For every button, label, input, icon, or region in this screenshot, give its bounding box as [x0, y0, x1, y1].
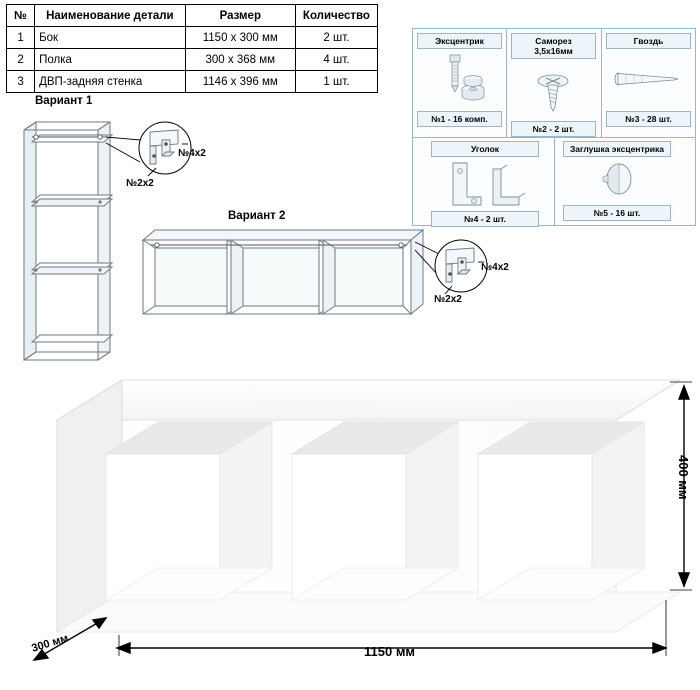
hardware-panel [412, 28, 696, 226]
dimension-width-label: 1150 мм [364, 644, 416, 659]
cell-name: Полка [35, 49, 186, 71]
table-header-number: № [7, 5, 35, 27]
variant1-title: Вариант 1 [35, 95, 93, 107]
variant1-callout-bracket: №4х2 [178, 148, 206, 159]
cell-number: 3 [7, 71, 35, 93]
panel-divider [506, 29, 507, 137]
table-row [7, 71, 378, 93]
cell-quantity: 2 шт. [295, 27, 377, 49]
variant1-callout-screw: №2х2 [126, 178, 154, 189]
cam-lock-icon [417, 49, 502, 111]
hardware-label: №3 - 28 шт. [606, 111, 691, 127]
cell-size: 300 х 368 мм [185, 49, 295, 71]
cell-name: Бок [35, 27, 186, 49]
hardware-label: №1 - 16 комп. [417, 111, 502, 127]
variant2-title: Вариант 2 [228, 210, 286, 222]
nail-icon [606, 49, 691, 111]
cell-quantity: 1 шт. [295, 71, 377, 93]
table-header-quantity: Количество [295, 5, 377, 27]
table-row [7, 49, 378, 71]
hardware-item-cam-lock [417, 33, 502, 127]
cell-size: 1150 х 300 мм [185, 27, 295, 49]
table-header-size: Размер [185, 5, 295, 27]
hardware-title: Саморез 3,5х16мм [511, 33, 596, 59]
hardware-label: №2 - 2 шт. [511, 121, 596, 137]
cell-number: 2 [7, 49, 35, 71]
cell-name: ДВП-задняя стенка [35, 71, 186, 93]
dimension-height-label: 400 мм [676, 455, 691, 500]
table-header-row [7, 5, 378, 27]
variant2-drawing [135, 222, 495, 332]
panel-divider [601, 29, 602, 137]
hardware-item-angle-bracket [431, 141, 539, 227]
hardware-item-screw [511, 33, 596, 137]
hardware-title: Заглушка эксцентрика [563, 141, 671, 157]
hardware-label: №5 - 16 шт. [563, 205, 671, 221]
hardware-title: Гвоздь [606, 33, 691, 49]
cap-icon [563, 157, 671, 205]
panel-divider [554, 137, 555, 225]
screw-icon [511, 59, 596, 121]
parts-table [6, 4, 378, 93]
cell-number: 1 [7, 27, 35, 49]
cell-size: 1146 х 396 мм [185, 71, 295, 93]
hardware-item-nail [606, 33, 691, 127]
table-row [7, 27, 378, 49]
hardware-item-cap [563, 141, 671, 221]
hardware-title: Эксцентрик [417, 33, 502, 49]
dimension-depth-label: 300 мм [30, 632, 70, 655]
variant2-callout-bracket: №4х2 [481, 262, 509, 273]
hardware-title: Уголок [431, 141, 539, 157]
table-header-name: Наименование детали [35, 5, 186, 27]
product-3d-view [20, 360, 700, 680]
angle-bracket-icon [431, 157, 539, 211]
variant2-callout-screw: №2х2 [434, 294, 462, 305]
cell-quantity: 4 шт. [295, 49, 377, 71]
hardware-label: №4 - 2 шт. [431, 211, 539, 227]
